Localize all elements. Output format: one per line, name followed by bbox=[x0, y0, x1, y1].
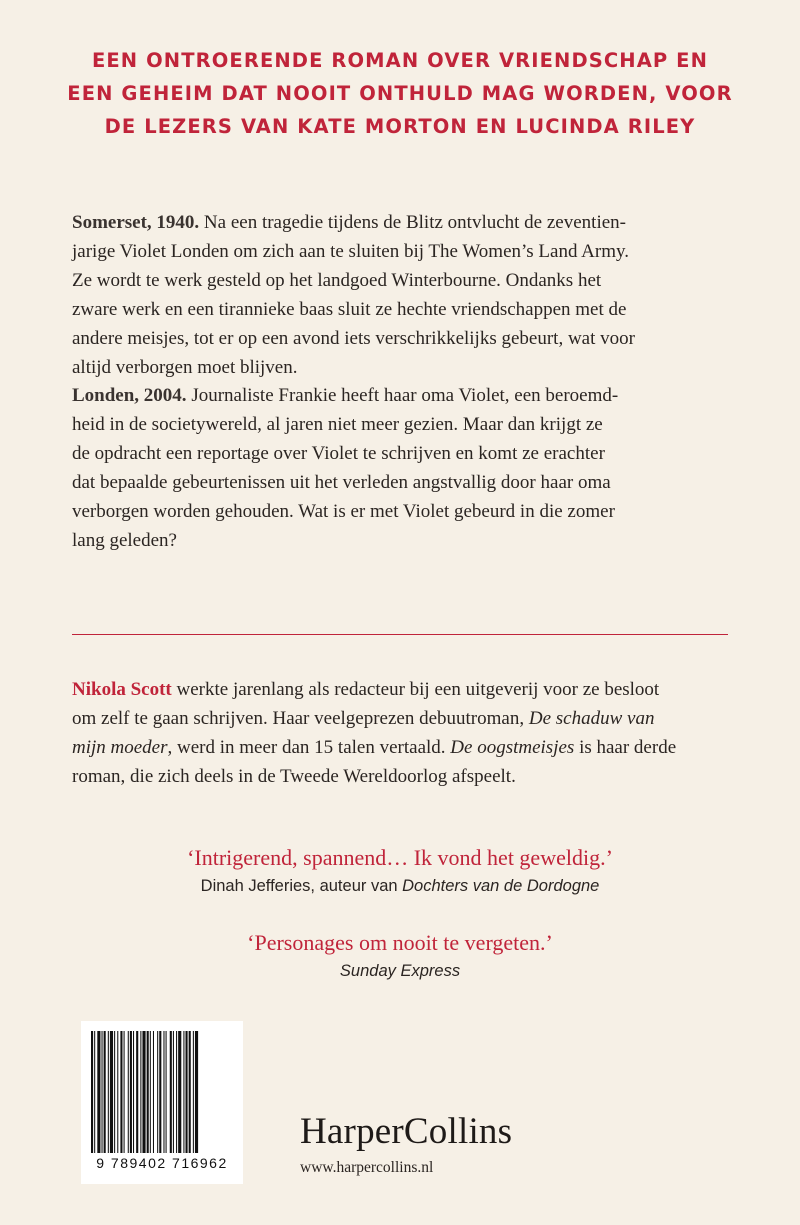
blurb-line bbox=[72, 208, 736, 237]
quote-attribution bbox=[0, 958, 800, 984]
barcode-bar bbox=[183, 1031, 184, 1153]
barcode-bar bbox=[94, 1031, 95, 1153]
barcode-bar bbox=[193, 1031, 194, 1153]
barcode-bar bbox=[186, 1031, 188, 1153]
barcode-bar bbox=[176, 1031, 177, 1153]
barcode-bar bbox=[163, 1031, 164, 1153]
isbn-digits: 9 789402 716962 bbox=[96, 1155, 228, 1171]
barcode-bar bbox=[110, 1031, 113, 1153]
author-bio bbox=[72, 675, 736, 791]
book-title: De schaduw van bbox=[528, 708, 655, 729]
blurb-line: jarige Violet Londen om zich aan te sluiten bij The Women’s Land Army. bbox=[72, 241, 630, 262]
bio-text: , werd in meer dan 15 talen vertaald. bbox=[167, 737, 451, 758]
blurb-line: altijd verborgen moet blijven. bbox=[72, 357, 298, 378]
bio-text: werkte jarenlang als redacteur bij een uitgeverij voor ze besloot bbox=[171, 679, 660, 700]
barcode-bar bbox=[166, 1031, 167, 1153]
barcode-bar bbox=[124, 1031, 125, 1153]
barcode-bar bbox=[170, 1031, 172, 1153]
blurb-line-text: Na een tragedie tijdens de Blitz ontvlucht de zeventien- bbox=[199, 212, 626, 233]
quote-attribution bbox=[0, 873, 800, 899]
bio-line: roman, die zich deels in de Tweede Wereldoorlog afspeelt. bbox=[72, 766, 516, 787]
barcode-bar bbox=[195, 1031, 198, 1153]
barcode-bar bbox=[178, 1031, 181, 1153]
blurb-line-text: Journaliste Frankie heeft haar oma Violet, een beroemd- bbox=[186, 385, 619, 406]
barcode-bar bbox=[104, 1031, 106, 1153]
book-title: mijn moeder bbox=[72, 737, 168, 758]
barcode-bar bbox=[128, 1031, 129, 1153]
headline bbox=[40, 44, 760, 143]
headline-line-3: DE LEZERS VAN KATE MORTON EN LUCINDA RILEY bbox=[104, 115, 696, 138]
blurb-line: Ze wordt te werk gesteld op het landgoed Winterbourne. Ondanks het bbox=[72, 270, 602, 291]
blurb-line: dat bepaalde gebeurtenissen uit het verleden angstvallig door haar oma bbox=[72, 472, 611, 493]
barcode-bar bbox=[150, 1031, 151, 1153]
review-quote bbox=[0, 928, 800, 984]
blurb-line: andere meisjes, tot er op een avond iets verschrikkelijks gebeurt, wat voor bbox=[72, 328, 635, 349]
barcode-bar bbox=[114, 1031, 115, 1153]
book-title: De oogstmeisjes bbox=[450, 737, 575, 758]
review-quote bbox=[0, 843, 800, 899]
barcode-bar bbox=[147, 1031, 149, 1153]
barcode-bar bbox=[140, 1031, 141, 1153]
bio-line bbox=[72, 675, 736, 704]
barcode-bar bbox=[136, 1031, 138, 1153]
barcode-bar bbox=[153, 1031, 154, 1153]
barcode-bar bbox=[108, 1031, 109, 1153]
bio-text: is haar derde bbox=[574, 737, 677, 758]
barcode-bar bbox=[159, 1031, 161, 1153]
blurb-line: verborgen worden gehouden. Wat is er met Violet gebeurd in die zomer bbox=[72, 501, 615, 522]
barcode-bar bbox=[102, 1031, 103, 1153]
isbn-barcode bbox=[81, 1021, 243, 1184]
blurb-line: heid in de societywereld, al jaren niet meer gezien. Maar dan krijgt ze bbox=[72, 414, 603, 435]
section-divider bbox=[72, 634, 728, 635]
quote-attribution-title: Sunday Express bbox=[339, 962, 461, 980]
bio-line bbox=[72, 704, 736, 733]
publisher-url: www.harpercollins.nl bbox=[300, 1159, 434, 1176]
blurb-line: zware werk en een tirannieke baas sluit ze hechte vriendschappen met de bbox=[72, 299, 627, 320]
quote-text: ‘Intrigerend, spannend… Ik vond het geweldig.’ bbox=[187, 845, 613, 870]
blurb-paragraph-londen bbox=[72, 381, 736, 555]
blurb-paragraph-somerset bbox=[72, 208, 736, 382]
publisher-logo: HarperCollins bbox=[300, 1111, 513, 1152]
barcode-bar bbox=[97, 1031, 100, 1153]
blurb-line: de opdracht een reportage over Violet te schrijven en komt ze erachter bbox=[72, 443, 605, 464]
bio-line bbox=[72, 733, 736, 762]
blurb-lead-somerset: Somerset, 1940. bbox=[72, 212, 200, 233]
blurb-line: lang geleden? bbox=[72, 530, 177, 551]
author-name: Nikola Scott bbox=[72, 679, 172, 700]
bio-text: om zelf te gaan schrijven. Haar veelgeprezen debuutroman, bbox=[72, 708, 529, 729]
headline-line-1: EEN ONTROERENDE ROMAN OVER VRIENDSCHAP EN bbox=[91, 49, 709, 72]
barcode-bar bbox=[189, 1031, 191, 1153]
quote-attribution-title: Dochters van de Dordogne bbox=[402, 877, 600, 895]
quote-text: ‘Personages om nooit te vergeten.’ bbox=[247, 930, 553, 955]
blurb-line bbox=[72, 381, 736, 410]
barcode-bar bbox=[133, 1031, 134, 1153]
quote-attribution-prefix: Dinah Jefferies, auteur van bbox=[200, 877, 403, 895]
barcode-bar bbox=[173, 1031, 174, 1153]
barcode-bar bbox=[120, 1031, 122, 1153]
barcode-bar bbox=[130, 1031, 132, 1153]
barcode-bar bbox=[157, 1031, 158, 1153]
barcode-bar bbox=[117, 1031, 118, 1153]
blurb-lead-londen: Londen, 2004. bbox=[72, 385, 187, 406]
barcode-bar bbox=[91, 1031, 93, 1153]
barcode-bar bbox=[142, 1031, 145, 1153]
headline-line-2: EEN GEHEIM DAT NOOIT ONTHULD MAG WORDEN, VOOR bbox=[67, 82, 733, 105]
